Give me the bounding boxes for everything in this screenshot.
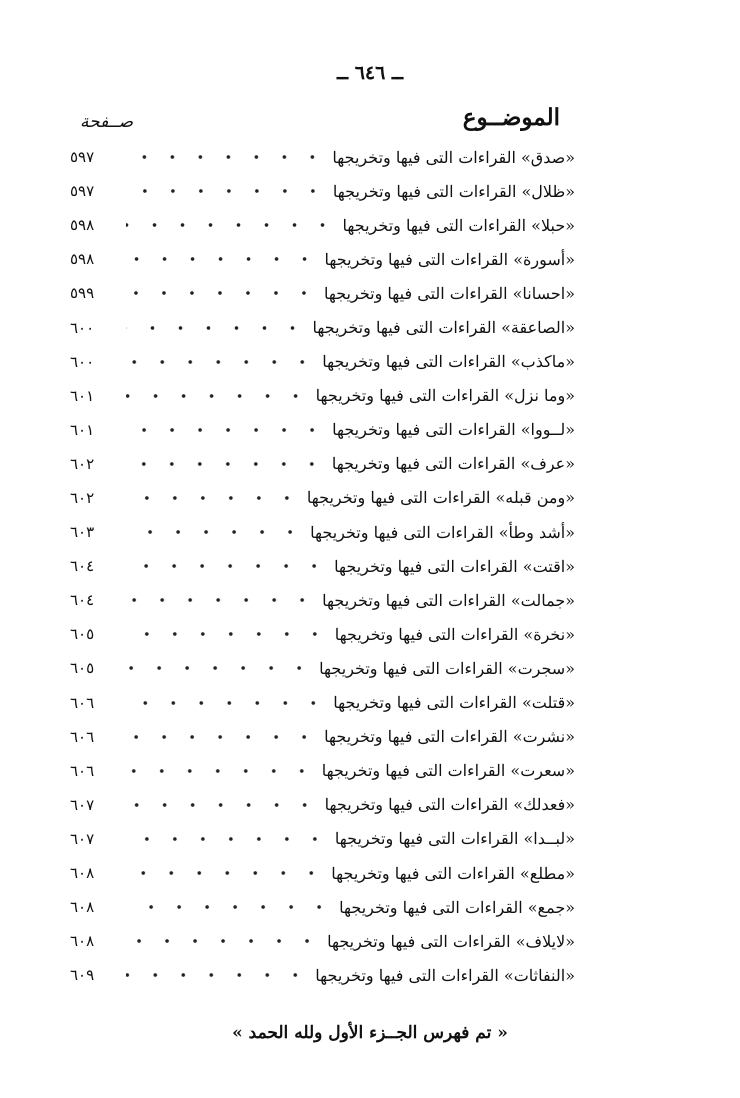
- toc-entry: [70, 958, 575, 992]
- toc-entry: [70, 345, 575, 379]
- toc-entry-title: «لــووا» القراءات التى فيها وتخريجها: [332, 420, 575, 440]
- toc-entry-page: ٦٠٥: [70, 659, 95, 678]
- toc-entry-title: «الصاعقة» القراءات التى فيها وتخريجها: [312, 318, 575, 338]
- toc-entry-page: ٦٠٤: [70, 591, 95, 610]
- toc-entry-page: ٦٠٢: [70, 454, 95, 473]
- toc-entry-title: «عرف» القراءات التى فيها وتخريجها: [331, 454, 575, 474]
- toc-entry-page: ٥٩٧: [70, 182, 95, 201]
- toc-entry-title: «وما نزل» القراءات التى فيها وتخريجها: [315, 386, 575, 406]
- toc-entry-page: ٦٠٣: [70, 523, 95, 542]
- dot-leader: [126, 219, 337, 231]
- toc-entry-page: ٦٠٨: [70, 898, 95, 917]
- toc-entry-page: ٦٠٦: [70, 693, 95, 712]
- toc-entry-title: «قتلت» القراءات التى فيها وتخريجها: [333, 693, 575, 713]
- toc-entry-title: «ومن قبله» القراءات التى فيها وتخريجها: [306, 488, 575, 508]
- page-column-heading: صــفحة: [80, 112, 134, 132]
- toc-entry-page: ٦٠٨: [70, 864, 95, 883]
- toc-entry-title: «سعرت» القراءات التى فيها وتخريجها: [321, 761, 575, 781]
- toc-entry: [70, 720, 575, 754]
- toc-entry-page: ٥٩٩: [70, 284, 95, 303]
- toc-entry-page: ٦٠٩: [70, 966, 95, 985]
- dot-leader: [126, 833, 329, 845]
- page-number: ــ ٦٤٦ ــ: [336, 62, 404, 84]
- toc-entry: [70, 140, 575, 174]
- dot-leader: [126, 935, 321, 947]
- table-of-contents: [70, 140, 575, 992]
- toc-entry-page: ٦٠١: [70, 386, 95, 405]
- toc-entry-page: ٦٠٢: [70, 488, 95, 507]
- dot-leader: [126, 799, 319, 811]
- toc-entry-title: «لبــدا» القراءات التى فيها وتخريجها: [334, 829, 575, 849]
- toc-entry-title: «ماكذب» القراءات التى فيها وتخريجها: [322, 352, 575, 372]
- dot-leader: [126, 185, 327, 197]
- toc-entry: [70, 686, 575, 720]
- toc-entry-page: ٦٠١: [70, 420, 95, 439]
- dot-leader: [126, 662, 313, 674]
- toc-entry: [70, 549, 575, 583]
- toc-entry-title: «النفاثات» القراءات التى فيها وتخريجها: [315, 965, 575, 985]
- toc-entry-title: «لايلاف» القراءات التى فيها وتخريجها: [327, 931, 575, 951]
- toc-entry: [70, 788, 575, 822]
- toc-entry-title: «ظلال» القراءات التى فيها وتخريجها: [332, 181, 575, 201]
- dot-leader: [126, 287, 318, 299]
- dot-leader: [126, 526, 304, 538]
- toc-entry: [70, 856, 575, 890]
- dot-leader: [126, 458, 326, 470]
- toc-entry-title: «مطلع» القراءات التى فيها وتخريجها: [331, 863, 575, 883]
- dot-leader: [126, 356, 316, 368]
- toc-entry: [70, 617, 575, 651]
- toc-entry: [70, 447, 575, 481]
- toc-entry: [70, 754, 575, 788]
- dot-leader: [126, 492, 301, 504]
- toc-entry: [70, 890, 575, 924]
- dot-leader: [126, 424, 326, 436]
- toc-entry-page: ٦٠٧: [70, 795, 95, 814]
- dot-leader: [126, 901, 333, 913]
- toc-entry: [70, 276, 575, 310]
- toc-entry-page: ٦٠٤: [70, 557, 95, 576]
- toc-entry-title: «فعدلك» القراءات التى فيها وتخريجها: [324, 795, 575, 815]
- dot-leader: [126, 731, 318, 743]
- dot-leader: [126, 628, 329, 640]
- toc-entry-title: «جمالت» القراءات التى فيها وتخريجها: [322, 590, 575, 610]
- toc-entry: [70, 515, 575, 549]
- dot-leader: [126, 969, 309, 981]
- toc-entry-title: «سجرت» القراءات التى فيها وتخريجها: [319, 658, 575, 678]
- toc-entry: [70, 310, 575, 344]
- toc-entry-page: ٦٠٧: [70, 829, 95, 848]
- toc-entry: [70, 924, 575, 958]
- toc-entry-title: «نشرت» القراءات التى فيها وتخريجها: [324, 727, 575, 747]
- toc-entry-title: «احسانا» القراءات التى فيها وتخريجها: [323, 283, 575, 303]
- toc-entry: [70, 379, 575, 413]
- toc-entry-title: «اقتت» القراءات التى فيها وتخريجها: [334, 556, 575, 576]
- toc-entry: [70, 242, 575, 276]
- toc-entry-page: ٦٠٨: [70, 932, 95, 951]
- toc-entry-page: ٦٠٦: [70, 727, 95, 746]
- toc-entry-title: «نخرة» القراءات التى فيها وتخريجها: [334, 624, 575, 644]
- toc-entry-page: ٥٩٨: [70, 216, 95, 235]
- toc-entry-title: «صدق» القراءات التى فيها وتخريجها: [332, 147, 575, 167]
- toc-entry-page: ٦٠٥: [70, 625, 95, 644]
- toc-entry: [70, 481, 575, 515]
- toc-entry-page: ٦٠٦: [70, 761, 95, 780]
- toc-entry-title: «جمع» القراءات التى فيها وتخريجها: [339, 897, 575, 917]
- toc-entry: [70, 413, 575, 447]
- toc-entry: [70, 822, 575, 856]
- end-of-index-note: « تم فهرس الجــزء الأول ولله الحمد »: [232, 1023, 508, 1043]
- dot-leader: [126, 560, 328, 572]
- toc-entry-page: ٦٠٠: [70, 352, 95, 371]
- dot-leader: [126, 765, 316, 777]
- dot-leader: [126, 867, 325, 879]
- toc-entry: [70, 583, 575, 617]
- dot-leader: [126, 697, 327, 709]
- toc-entry-title: «حبلا» القراءات التى فيها وتخريجها: [342, 215, 575, 235]
- dot-leader: [126, 253, 319, 265]
- toc-entry-title: «أشد وطأ» القراءات التى فيها وتخريجها: [310, 522, 575, 542]
- toc-entry-page: ٥٩٧: [70, 148, 95, 167]
- toc-entry: [70, 651, 575, 685]
- toc-entry-title: «أسورة» القراءات التى فيها وتخريجها: [324, 249, 575, 269]
- subject-column-heading: الموضــوع: [462, 104, 560, 131]
- dot-leader: [126, 322, 306, 334]
- dot-leader: [126, 594, 316, 606]
- dot-leader: [126, 390, 310, 402]
- toc-entry-page: ٦٠٠: [70, 318, 95, 337]
- toc-entry-page: ٥٩٨: [70, 250, 95, 269]
- toc-entry: [70, 174, 575, 208]
- toc-entry: [70, 208, 575, 242]
- toc-header: [70, 104, 560, 144]
- dot-leader: [126, 151, 326, 163]
